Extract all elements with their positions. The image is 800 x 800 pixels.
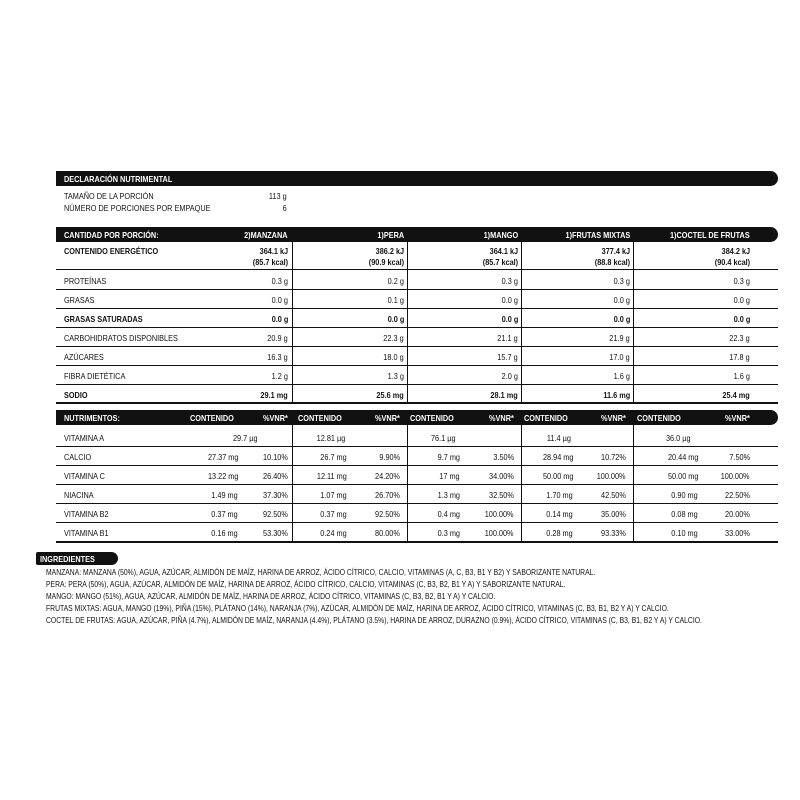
micro-vnr-value: 92.50% bbox=[263, 509, 288, 519]
energy-kcal-value: (90.9 kcal) bbox=[368, 257, 404, 267]
nutrient-value: 0.0 g bbox=[501, 295, 518, 305]
nutrient-value: 21.9 g bbox=[609, 333, 630, 343]
nutrient-value: 2.0 g bbox=[501, 371, 518, 381]
micro-vnr-value: 20.00% bbox=[725, 509, 750, 519]
micro-content-value: 36.0 µg bbox=[666, 433, 691, 443]
micro-content-header: CONTENIDO bbox=[298, 413, 342, 423]
micro-vnr-header: %VNR* bbox=[489, 413, 514, 423]
row-divider bbox=[56, 484, 778, 485]
ingredients-line: COCTEL DE FRUTAS: AGUA, AZÚCAR, PIÑA (4.7%), ALMIDÓN DE MAÍZ, NARANJA (4.4%), PLÁTANO (3.5%), HARINA DE ARROZ, DURAZNO (0.9%), ÁCIDO CÍTRICO, VITAMINAS (C, B3, B1, B2 Y A) Y CALCIO. bbox=[46, 615, 702, 625]
nutrient-value: 28.1 mg bbox=[490, 390, 518, 400]
micro-vnr-value: 24.20% bbox=[375, 471, 400, 481]
micro-vnr-value: 7.50% bbox=[729, 452, 750, 462]
micro-row-label: CALCIO bbox=[64, 452, 92, 462]
column-divider bbox=[292, 425, 293, 542]
micro-content-value: 50.00 mg bbox=[667, 471, 698, 481]
column-divider bbox=[633, 242, 634, 403]
row-divider bbox=[56, 327, 778, 328]
micro-content-value: 0.24 mg bbox=[320, 528, 347, 538]
row-divider bbox=[56, 269, 778, 270]
energy-kj-value: 377.4 kJ bbox=[601, 246, 630, 256]
micro-vnr-value: 26.70% bbox=[375, 490, 400, 500]
micro-content-value: 76.1 µg bbox=[431, 433, 456, 443]
energy-label: CONTENIDO ENERGÉTICO bbox=[64, 246, 159, 256]
nutrient-value: 1.3 g bbox=[387, 371, 404, 381]
nutrient-value: 0.0 g bbox=[733, 314, 750, 324]
micro-vnr-value: 9.90% bbox=[379, 452, 400, 462]
micro-vnr-value: 33.00% bbox=[725, 528, 750, 538]
nutrient-value: 0.0 g bbox=[387, 314, 404, 324]
micronutrients-header-label: NUTRIMENTOS: bbox=[64, 413, 120, 423]
nutrient-value: 17.8 g bbox=[729, 352, 750, 362]
micro-content-value: 9.7 mg bbox=[437, 452, 460, 462]
nutrient-row-label: SODIO bbox=[64, 390, 88, 400]
micro-content-value: 0.28 mg bbox=[546, 528, 573, 538]
nutrient-row-label: FIBRA DIETÉTICA bbox=[64, 371, 126, 381]
micro-row-label: VITAMINA A bbox=[64, 433, 105, 443]
micro-vnr-value: 3.50% bbox=[493, 452, 514, 462]
micro-content-value: 17 mg bbox=[439, 471, 460, 481]
nutrient-value: 0.0 g bbox=[613, 295, 630, 305]
nutrient-value: 0.3 g bbox=[271, 276, 288, 286]
micro-content-value: 1.49 mg bbox=[211, 490, 238, 500]
row-divider bbox=[56, 289, 778, 290]
micro-content-value: 20.44 mg bbox=[667, 452, 698, 462]
column-divider bbox=[521, 425, 522, 542]
nutrient-value: 1.2 g bbox=[271, 371, 288, 381]
micro-vnr-header: %VNR* bbox=[263, 413, 288, 423]
nutrient-value: 0.0 g bbox=[613, 314, 630, 324]
product-header: 1)COCTEL DE FRUTAS bbox=[670, 230, 750, 240]
micro-content-value: 13.22 mg bbox=[207, 471, 238, 481]
micro-content-value: 11.4 µg bbox=[547, 433, 571, 443]
energy-kj-value: 364.1 kJ bbox=[489, 246, 518, 256]
nutrient-value: 20.9 g bbox=[267, 333, 288, 343]
micro-content-value: 12.11 mg bbox=[317, 471, 347, 481]
table-bottom-rule bbox=[56, 402, 778, 404]
nutrients-header-label: CANTIDAD POR PORCIÓN: bbox=[64, 230, 159, 240]
nutrient-value: 1.6 g bbox=[613, 371, 630, 381]
nutrient-row-label: GRASAS bbox=[64, 295, 95, 305]
micro-content-value: 1.07 mg bbox=[320, 490, 347, 500]
micro-content-value: 0.14 mg bbox=[546, 509, 573, 519]
micro-vnr-value: 10.72% bbox=[601, 452, 626, 462]
micro-vnr-value: 10.10% bbox=[263, 452, 288, 462]
micro-vnr-value: 93.33% bbox=[601, 528, 626, 538]
row-divider bbox=[56, 365, 778, 366]
micro-vnr-value: 42.50% bbox=[601, 490, 626, 500]
ingredients-line: MANZANA: MANZANA (50%), AGUA, AZÚCAR, ALMIDÓN DE MAÍZ, HARINA DE ARROZ, ÁCIDO CÍTRICO, CALCIO, VITAMINAS (A, C, B3, B1 Y B2) Y SABORIZANTE NATURAL. bbox=[46, 567, 596, 577]
micro-content-value: 0.90 mg bbox=[671, 490, 698, 500]
micro-vnr-header: %VNR* bbox=[375, 413, 400, 423]
serving-size-label: TAMAÑO DE LA PORCIÓN bbox=[64, 191, 154, 201]
micro-vnr-value: 100.00% bbox=[485, 509, 514, 519]
micro-content-value: 26.7 mg bbox=[320, 452, 347, 462]
nutrient-value: 1.6 g bbox=[733, 371, 750, 381]
micro-content-value: 29.7 µg bbox=[233, 433, 258, 443]
micro-vnr-header: %VNR* bbox=[725, 413, 750, 423]
nutrient-row-label: PROTEÍNAS bbox=[64, 276, 107, 286]
micro-content-header: CONTENIDO bbox=[524, 413, 568, 423]
product-header: 1)FRUTAS MIXTAS bbox=[565, 230, 630, 240]
micro-content-value: 50.00 mg bbox=[542, 471, 573, 481]
nutrient-value: 0.0 g bbox=[271, 314, 288, 324]
micro-row-label: VITAMINA B2 bbox=[64, 509, 109, 519]
energy-kj-value: 364.1 kJ bbox=[259, 246, 288, 256]
nutrient-value: 25.4 mg bbox=[722, 390, 750, 400]
row-divider bbox=[56, 346, 778, 347]
micro-content-value: 12.81 µg bbox=[316, 433, 345, 443]
micro-vnr-header: %VNR* bbox=[601, 413, 626, 423]
micro-content-value: 0.4 mg bbox=[437, 509, 460, 519]
micro-content-header: CONTENIDO bbox=[637, 413, 681, 423]
micro-content-header: CONTENIDO bbox=[190, 413, 234, 423]
micro-vnr-value: 32.50% bbox=[489, 490, 514, 500]
row-divider bbox=[56, 308, 778, 309]
micro-content-value: 0.08 mg bbox=[671, 509, 698, 519]
nutrient-value: 22.3 g bbox=[383, 333, 404, 343]
row-divider bbox=[56, 446, 778, 447]
nutrient-value: 0.3 g bbox=[733, 276, 750, 286]
nutrient-value: 0.0 g bbox=[501, 314, 518, 324]
micro-vnr-value: 37.30% bbox=[263, 490, 288, 500]
row-divider bbox=[56, 465, 778, 466]
nutrient-value: 0.3 g bbox=[613, 276, 630, 286]
micro-row-label: VITAMINA B1 bbox=[64, 528, 109, 538]
serving-size-value: 113 g bbox=[269, 191, 287, 201]
nutrient-value: 25.6 mg bbox=[376, 390, 404, 400]
nutrient-value: 29.1 mg bbox=[260, 390, 288, 400]
ingredients-line: PERA: PERA (50%), AGUA, AZÚCAR, ALMIDÓN DE MAÍZ, HARINA DE ARROZ, ÁCIDO CÍTRICO, CALCIO, VITAMINAS (C, B3, B2, B1 Y A) Y SABORIZANTE NATURAL. bbox=[46, 579, 566, 589]
energy-kcal-value: (88.8 kcal) bbox=[594, 257, 630, 267]
product-header: 2)MANZANA bbox=[244, 230, 288, 240]
row-divider bbox=[56, 503, 778, 504]
nutrient-value: 16.3 g bbox=[267, 352, 288, 362]
micro-vnr-value: 80.00% bbox=[375, 528, 400, 538]
nutrient-row-label: AZÚCARES bbox=[64, 352, 104, 362]
ingredients-title: INGREDIENTES bbox=[40, 554, 95, 564]
ingredients-line: FRUTAS MIXTAS: AGUA, MANGO (19%), PIÑA (15%), PLÁTANO (14%), NARANJA (7%), AZÚCAR, ALMIDÓN DE MAÍZ, HARINA DE ARROZ, ÁCIDO CÍTRICO, VITAMINAS (C, B3, B1, B2 Y A) Y CALCIO. bbox=[46, 603, 669, 613]
nutrient-value: 0.1 g bbox=[387, 295, 404, 305]
nutrient-value: 0.2 g bbox=[387, 276, 404, 286]
nutrient-value: 0.0 g bbox=[271, 295, 288, 305]
product-header: 1)MANGO bbox=[483, 230, 518, 240]
micro-content-value: 0.16 mg bbox=[211, 528, 238, 538]
micro-vnr-value: 22.50% bbox=[725, 490, 750, 500]
micro-content-value: 1.70 mg bbox=[546, 490, 573, 500]
column-divider bbox=[521, 242, 522, 403]
nutrient-value: 18.0 g bbox=[383, 352, 404, 362]
micro-content-value: 27.37 mg bbox=[207, 452, 238, 462]
micro-vnr-value: 53.30% bbox=[263, 528, 288, 538]
declaration-title: DECLARACIÓN NUTRIMENTAL bbox=[64, 174, 173, 184]
nutrient-row-label: CARBOHIDRATOS DISPONIBLES bbox=[64, 333, 178, 343]
ingredients-line: MANGO: MANGO (51%), AGUA, AZÚCAR, ALMIDÓN DE MAÍZ, HARINA DE ARROZ, ÁCIDO CÍTRICO, VITAMINAS (C, B3, B2, B1 Y A) Y CALCIO. bbox=[46, 591, 496, 601]
nutrient-row-label: GRASAS SATURADAS bbox=[64, 314, 143, 324]
nutrient-value: 22.3 g bbox=[729, 333, 750, 343]
micro-vnr-value: 35.00% bbox=[601, 509, 626, 519]
table-bottom-rule bbox=[56, 541, 778, 543]
row-divider bbox=[56, 522, 778, 523]
column-divider bbox=[292, 242, 293, 403]
micro-row-label: NIACINA bbox=[64, 490, 94, 500]
nutrient-value: 11.6 mg bbox=[603, 390, 630, 400]
energy-kj-value: 384.2 kJ bbox=[721, 246, 750, 256]
nutrient-value: 15.7 g bbox=[497, 352, 518, 362]
energy-kj-value: 386.2 kJ bbox=[375, 246, 404, 256]
micro-content-value: 28.94 mg bbox=[542, 452, 573, 462]
micro-vnr-value: 26.40% bbox=[263, 471, 288, 481]
energy-kcal-value: (90.4 kcal) bbox=[714, 257, 750, 267]
servings-value: 6 bbox=[282, 203, 287, 213]
micro-vnr-value: 100.00% bbox=[597, 471, 626, 481]
micro-vnr-value: 92.50% bbox=[375, 509, 400, 519]
column-divider bbox=[407, 425, 408, 542]
nutrient-value: 0.3 g bbox=[501, 276, 518, 286]
micro-vnr-value: 34.00% bbox=[489, 471, 514, 481]
micro-row-label: VITAMINA C bbox=[64, 471, 105, 481]
column-divider bbox=[633, 425, 634, 542]
energy-kcal-value: (85.7 kcal) bbox=[482, 257, 518, 267]
column-divider bbox=[407, 242, 408, 403]
nutrient-value: 0.0 g bbox=[733, 295, 750, 305]
micro-content-value: 0.37 mg bbox=[211, 509, 238, 519]
micro-content-header: CONTENIDO bbox=[410, 413, 454, 423]
nutrient-value: 21.1 g bbox=[497, 333, 518, 343]
servings-label: NÚMERO DE PORCIONES POR EMPAQUE bbox=[64, 203, 211, 213]
row-divider bbox=[56, 384, 778, 385]
micro-content-value: 1.3 mg bbox=[437, 490, 460, 500]
micro-vnr-value: 100.00% bbox=[485, 528, 514, 538]
micro-content-value: 0.3 mg bbox=[437, 528, 460, 538]
nutrient-value: 17.0 g bbox=[609, 352, 630, 362]
micro-content-value: 0.37 mg bbox=[320, 509, 347, 519]
micro-vnr-value: 100.00% bbox=[721, 471, 750, 481]
micro-content-value: 0.10 mg bbox=[671, 528, 698, 538]
energy-kcal-value: (85.7 kcal) bbox=[252, 257, 288, 267]
product-header: 1)PERA bbox=[377, 230, 404, 240]
